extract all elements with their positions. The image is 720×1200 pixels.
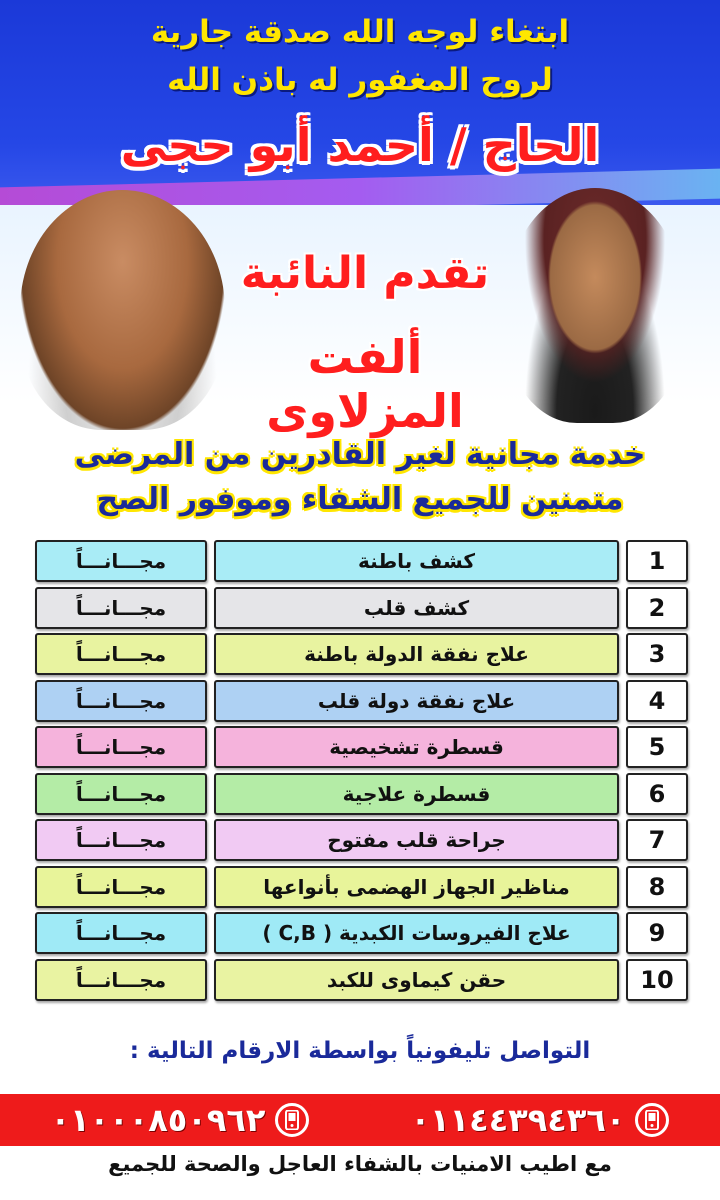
service-price: مجـــانـــاً — [35, 773, 207, 815]
table-row — [0, 680, 720, 722]
mobile-phone-icon — [635, 1103, 669, 1137]
header-line-2: لروح المغفور له باذن الله — [167, 62, 553, 98]
portrait-man-photo — [20, 190, 225, 430]
service-name: جراحة قلب مفتوح — [214, 819, 619, 861]
service-price: مجـــانـــاً — [35, 540, 207, 582]
phone-number-2-text: ٠١٠٠٠٨٥٠٩٦٢ — [50, 1101, 266, 1139]
service-name: كشف باطنة — [214, 540, 619, 582]
service-line-1: خدمة مجانية لغير القادرين من المرضى — [74, 437, 646, 472]
table-row — [0, 726, 720, 768]
table-row — [0, 587, 720, 629]
service-price: مجـــانـــاً — [35, 680, 207, 722]
presenter-name: ألفت المزلاوى — [266, 330, 464, 438]
service-line-2: متمنين للجميع الشفاء وموفور الصح — [96, 482, 624, 517]
table-row — [0, 959, 720, 1001]
service-name: علاج نفقة الدولة باطنة — [214, 633, 619, 675]
phone-bar — [0, 1094, 720, 1146]
service-number: 3 — [626, 633, 688, 675]
presents-title: تقدم النائبة — [240, 248, 490, 299]
service-price: مجـــانـــاً — [35, 959, 207, 1001]
portrait-woman-photo — [505, 188, 685, 423]
header-banner — [0, 0, 720, 205]
service-price: مجـــانـــاً — [35, 587, 207, 629]
phone-number-1-text: ٠١١٤٤٣٩٤٣٦٠ — [410, 1101, 626, 1139]
service-number: 9 — [626, 912, 688, 954]
deceased-name: الحاج / أحمد أبو حجى — [120, 118, 600, 172]
service-name: علاج نفقة دولة قلب — [214, 680, 619, 722]
mobile-phone-icon — [275, 1103, 309, 1137]
service-number: 7 — [626, 819, 688, 861]
service-name: علاج الفيروسات الكبدية ( C,B ) — [214, 912, 619, 954]
service-name: كشف قلب — [214, 587, 619, 629]
table-row — [0, 540, 720, 582]
service-number: 1 — [626, 540, 688, 582]
service-number: 4 — [626, 680, 688, 722]
table-row — [0, 633, 720, 675]
service-number: 10 — [626, 959, 688, 1001]
service-price: مجـــانـــاً — [35, 819, 207, 861]
table-row — [0, 819, 720, 861]
footer-wishes: مع اطيب الامنيات بالشفاء العاجل والصحة للجميع — [108, 1152, 612, 1176]
service-number: 2 — [626, 587, 688, 629]
table-row — [0, 866, 720, 908]
header-line-1: ابتغاء لوجه الله صدقة جارية — [150, 14, 570, 50]
service-number: 5 — [626, 726, 688, 768]
table-row — [0, 912, 720, 954]
contact-label: التواصل تليفونياً بواسطة الارقام التالية : — [129, 1038, 591, 1064]
service-number: 6 — [626, 773, 688, 815]
service-name: مناظير الجهاز الهضمى بأنواعها — [214, 866, 619, 908]
service-price: مجـــانـــاً — [35, 726, 207, 768]
service-price: مجـــانـــاً — [35, 866, 207, 908]
service-name: قسطرة علاجية — [214, 773, 619, 815]
service-name: حقن كيماوى للكبد — [214, 959, 619, 1001]
service-number: 8 — [626, 866, 688, 908]
service-price: مجـــانـــاً — [35, 912, 207, 954]
phone-number-1[interactable] — [411, 1101, 670, 1139]
table-row — [0, 773, 720, 815]
service-name: قسطرة تشخيصية — [214, 726, 619, 768]
phone-number-2[interactable] — [51, 1101, 310, 1139]
service-price: مجـــانـــاً — [35, 633, 207, 675]
